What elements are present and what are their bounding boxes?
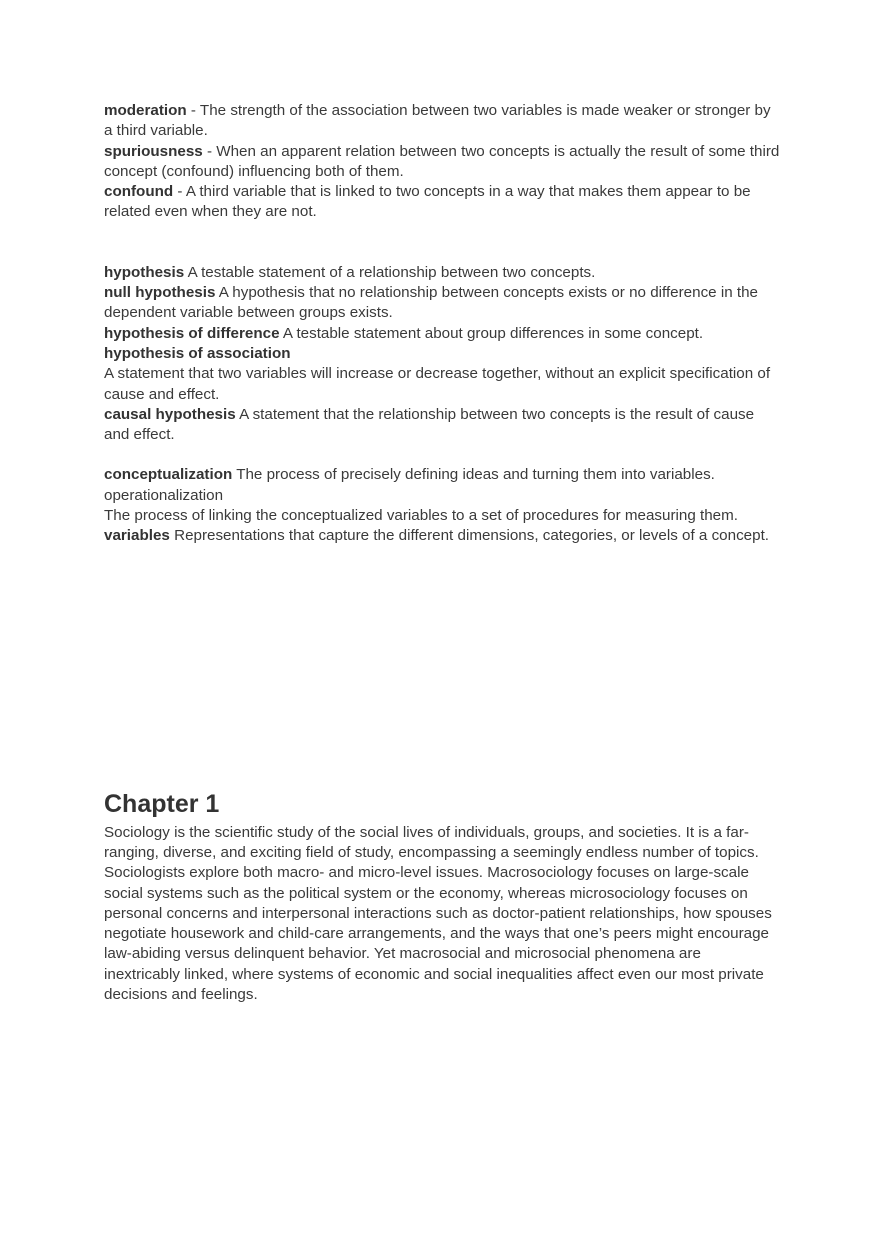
term-moderation: moderation — [104, 102, 187, 119]
chapter-title: Chapter 1 — [104, 789, 220, 818]
term-spuriousness: spuriousness — [104, 142, 203, 160]
text-spuriousness: - When an apparent relation between two concepts is actually the result of some third concept (confound) influencing both of them. — [104, 142, 780, 180]
definition-hypothesis — [104, 263, 780, 283]
document-page — [104, 101, 780, 1005]
term-conceptualization: conceptualization — [104, 466, 233, 484]
definition-spuriousness — [104, 142, 780, 183]
text-conceptualization: The process of precisely defining ideas and turning them into variables. — [232, 466, 715, 484]
section-gap — [104, 445, 780, 465]
term-causal-hypothesis: causal hypothesis — [104, 405, 236, 423]
term-hypothesis-of-association: hypothesis of association — [104, 344, 291, 362]
term-confound: confound — [104, 183, 174, 201]
text-moderation: - The strength of the association between two variables is made weaker or stronger by a third variable. — [104, 102, 771, 140]
definition-variables — [104, 526, 780, 546]
text-hypothesis-of-difference: A testable statement about group differences in some concept. — [279, 324, 704, 342]
chapter-body: Sociology is the scientific study of the social lives of individuals, groups, and societies. It is a far-ranging, diverse, and exciting field of study, encompassing a seemingly endless number of topics. Sociologists explore both macro- and micro-level issues. Macrosociology focuses on large-scale social systems such as the political system or the economy, whereas microsociology focuses on personal concerns and interpersonal interactions such as doctor-patient relationships, how spouses negotiate housework and child-care arrangements, and the ways that one’s peers might encourage law-abiding versus delinquent behavior. Yet macrosocial and microsocial phenomena are inextricably linked, where systems of economic and social inequalities affect even our most private decisions and feelings. — [104, 823, 772, 1004]
page-whitespace — [104, 547, 780, 789]
definition-confound — [104, 182, 780, 223]
term-null-hypothesis: null hypothesis — [104, 284, 216, 302]
definition-hypothesis-of-difference — [104, 324, 780, 344]
text-null-hypothesis: A hypothesis that no relationship between concepts exists or no difference in the dependent variable between groups exists. — [104, 284, 758, 322]
definition-causal-hypothesis — [104, 405, 780, 446]
text-causal-hypothesis: A statement that the relationship between two concepts is the result of cause and effect. — [104, 405, 755, 444]
text-hypothesis-of-association: A statement that two variables will increase or decrease together, without an explicit specification of cause and effect. — [104, 365, 771, 403]
definition-null-hypothesis — [104, 283, 780, 324]
text-operationalization: The process of linking the conceptualized variables to a set of procedures for measuring them. — [104, 507, 738, 525]
text-confound: - A third variable that is linked to two concepts in a way that makes them appear to be related even when they are not. — [104, 183, 751, 221]
definition-moderation — [104, 101, 780, 142]
term-variables: variables — [104, 527, 170, 545]
section-gap — [104, 223, 780, 263]
term-operationalization: operationalization — [104, 486, 224, 504]
text-variables: Representations that capture the different dimensions, categories, or levels of a concept. — [169, 527, 770, 545]
term-hypothesis-of-difference: hypothesis of difference — [104, 324, 280, 342]
term-hypothesis: hypothesis — [104, 263, 185, 281]
definition-conceptualization — [104, 465, 780, 485]
text-hypothesis: A testable statement of a relationship between two concepts. — [184, 263, 596, 281]
